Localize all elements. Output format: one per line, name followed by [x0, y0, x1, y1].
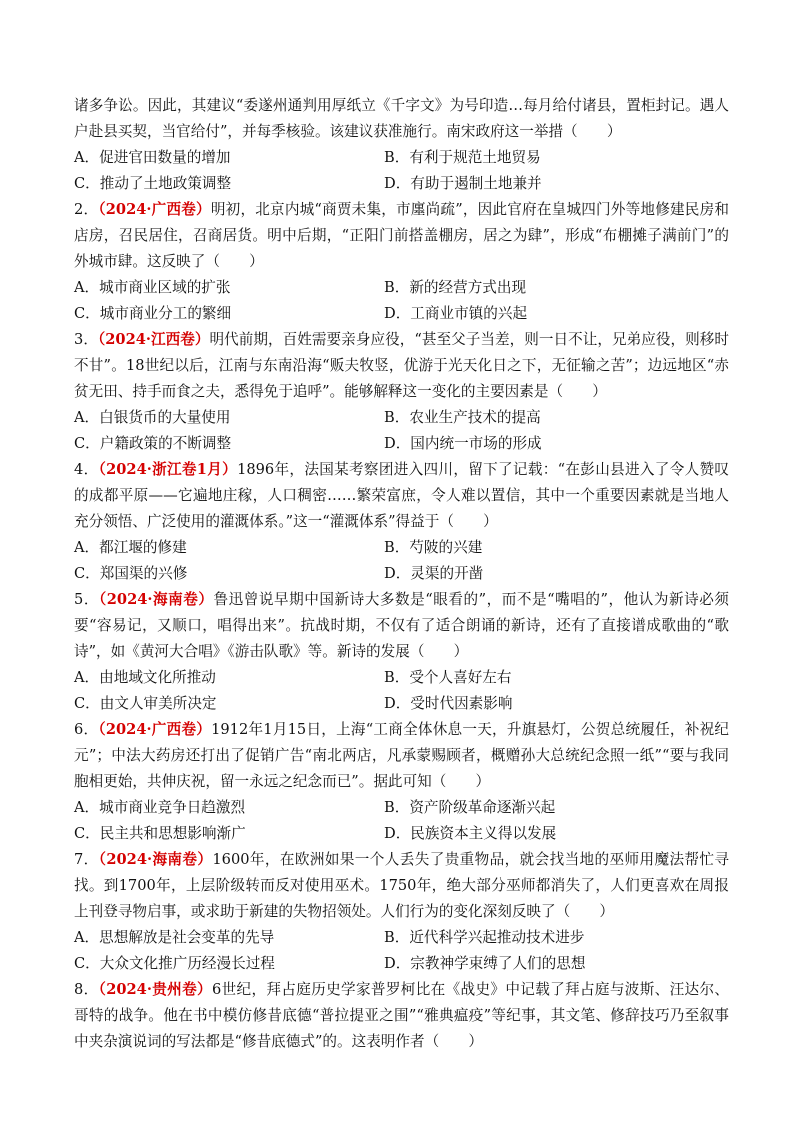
option-d: D．灵渠的开凿 — [384, 565, 484, 582]
options-grid — [74, 665, 729, 717]
question-5 — [74, 587, 729, 717]
option-a: A．由地域文化所推动 — [74, 669, 216, 686]
options-grid — [74, 925, 729, 977]
question-source: （2024·江西卷） — [97, 331, 210, 348]
option-d: D．民族资本主义得以发展 — [384, 825, 557, 842]
question-stem: 诸多争讼。因此，其建议“委遂州通判用厚纸立《千字文》为号印造…每月给付诸县，置柜封记。遇人户赴县买契，当官给付”，并每季核验。该建议获准施行。南宋政府这一举措（ ） — [74, 97, 729, 140]
option-d: D．有助于遏制土地兼并 — [384, 175, 542, 192]
question-number: 6． — [74, 721, 99, 738]
question-number: 2． — [74, 201, 99, 218]
option-d: D．国内统一市场的形成 — [384, 435, 542, 452]
options-grid — [74, 275, 729, 327]
option-c: C．城市商业分工的繁细 — [74, 305, 232, 322]
question-6 — [74, 717, 729, 847]
question-source: （2024·广西卷） — [98, 201, 211, 218]
question-text: 1600年，在欧洲如果一个人丢失了贵重物品，就会找当地的巫师用魔法帮忙寻找。到1700年，上层阶级转而反对使用巫术。1750年，绝大部分巫师都消失了，人们更喜欢在周报上刊登寻物启事，或求助于新建的失物招领处。人们行为的变化深刻反映了（ ） — [74, 851, 729, 920]
option-b: B．有利于规范土地贸易 — [384, 149, 541, 166]
question-number: 5． — [74, 591, 99, 608]
question-number: 8． — [74, 981, 99, 998]
question-source: （2024·贵州卷） — [98, 981, 212, 998]
option-a: A．白银货币的大量使用 — [74, 409, 231, 426]
question-stem — [74, 717, 729, 795]
option-c: C．民主共和思想影响渐广 — [74, 825, 246, 842]
question-8 — [74, 977, 729, 1055]
question-text: 6世纪，拜占庭历史学家普罗柯比在《战史》中记载了拜占庭与波斯、汪达尔、哥特的战争。他在书中模仿修昔底德“普拉提亚之围”“雅典瘟疫”等纪事，其文笔、修辞技巧乃至叙事中夹杂演说词的写法都是“修昔底德式”的。这表明作者（ ） — [74, 981, 729, 1050]
question-stem — [74, 327, 729, 405]
question-stem — [74, 847, 729, 925]
question-text: 鲁迅曾说早期中国新诗大多数是“眼看的”，而不是“嘴唱的”，他认为新诗必须要“容易记，又顺口，唱得出来”。抗战时期，不仅有了适合朗诵的新诗，还有了直接谱成歌曲的“歌诗”，如《黄河大合唱》《游击队歌》等。新诗的发展（ ） — [74, 591, 729, 660]
question-2 — [74, 197, 729, 327]
option-a: A．城市商业竞争日趋激烈 — [74, 799, 246, 816]
options-grid — [74, 405, 729, 457]
question-number: 7． — [74, 851, 99, 868]
option-b: B．近代科学兴起推动技术进步 — [384, 929, 585, 946]
options-grid — [74, 535, 729, 587]
option-d: D．工商业市镇的兴起 — [384, 305, 528, 322]
question-text: 1912年1月15日，上海“工商全体休息一天，升旗悬灯，公贺总统履任，补祝纪元”；中法大药房还打出了促销广告“南北两店，凡承蒙赐顾者，概赠孙大总统纪念照一纸”“要与我同胞相更始，共伸庆祝，留一永远之纪念而已”。据此可知（ ） — [74, 721, 729, 790]
option-d: D．宗教神学束缚了人们的思想 — [384, 955, 586, 972]
question-intro — [74, 93, 729, 197]
question-text: 明初，北京内城“商贾未集，市廛尚疏”，因此官府在皇城四门外等地修建民房和店房，召民居住，召商居货。明中后期，“正阳门前搭盖棚房，居之为肆”，形成“布棚摊子满前门”的外城市肆。这反映了（ ） — [74, 201, 729, 270]
question-7 — [74, 847, 729, 977]
option-b: B．新的经营方式出现 — [384, 279, 527, 296]
question-source: （2024·广西卷） — [98, 721, 212, 738]
option-c: C．由文人审美所决定 — [74, 695, 217, 712]
question-source: （2024·海南卷） — [98, 591, 214, 608]
question-source: （2024·浙江卷1月） — [98, 461, 238, 478]
option-a: A．都江堰的修建 — [74, 539, 187, 556]
option-c: C．郑国渠的兴修 — [74, 565, 188, 582]
question-number: 4． — [74, 461, 99, 478]
question-source: （2024·海南卷） — [98, 851, 213, 868]
option-b: B．受个人喜好左右 — [384, 669, 512, 686]
option-a: A．促进官田数量的增加 — [74, 149, 231, 166]
options-grid — [74, 145, 729, 197]
option-c: C．推动了土地政策调整 — [74, 175, 232, 192]
option-c: C．大众文化推广历经漫长过程 — [74, 955, 275, 972]
option-b: B．芍陂的兴建 — [384, 539, 483, 556]
question-list — [74, 93, 729, 1055]
option-b: B．资产阶级革命逐渐兴起 — [384, 799, 556, 816]
option-a: A．城市商业区域的扩张 — [74, 279, 231, 296]
question-stem — [74, 977, 729, 1055]
question-4 — [74, 457, 729, 587]
question-number: 3． — [74, 331, 98, 348]
question-text: 1896年，法国某考察团进入四川，留下了记载：“在彭山县进入了令人赞叹的成都平原——它遍地庄稼，人口稠密……繁荣富庶，令人难以置信，其中一个重要因素就是当地人充分领悟、广泛使用的灌溉体系。”这一“灌溉体系”得益于（ ） — [74, 461, 729, 530]
option-b: B．农业生产技术的提高 — [384, 409, 541, 426]
question-stem — [74, 587, 729, 665]
question-text: 明代前期，百姓需要亲身应役，“甚至父子当差，则一日不让，兄弟应役，则移时不甘”。18世纪以后，江南与东南沿海“贩夫牧竖，优游于光天化日之下，无征输之苦”；边远地区“赤贫无田、持手而食之夫，悉得免于追呼”。能够解释这一变化的主要因素是（ ） — [74, 331, 729, 400]
question-3 — [74, 327, 729, 457]
option-a: A．思想解放是社会变革的先导 — [74, 929, 275, 946]
option-d: D．受时代因素影响 — [384, 695, 513, 712]
options-grid — [74, 795, 729, 847]
question-stem — [74, 457, 729, 535]
option-c: C．户籍政策的不断调整 — [74, 435, 232, 452]
question-stem — [74, 197, 729, 275]
